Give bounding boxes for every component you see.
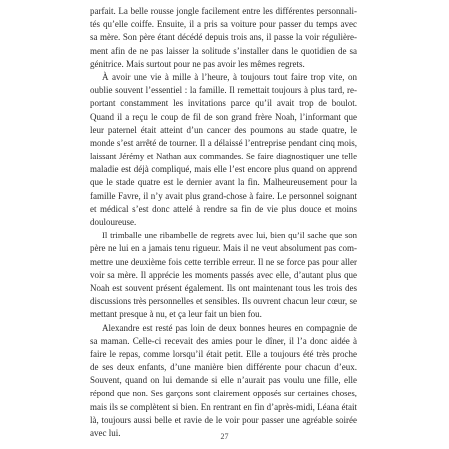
text-line: leur paternel était atteint d’un cancer des poumons au stade quatre, le — [90, 124, 357, 135]
text-line: Il trimballe une ribambelle de regrets avec lui, bien qu’il sache que son — [102, 230, 357, 241]
text-line: génitrice. Mais surtout pour ne pas avoir les mêmes regrets. — [90, 58, 305, 69]
text-line: monde s’est arrêté de tourner. Il a délaissé l’entreprise pendant cinq mois, — [90, 137, 357, 148]
text-line: Noah est souvent présent également. Ils ont maintenant tous les trois des — [90, 282, 357, 293]
text-line: de ses deux enfants, d’une manière bien différente pour chacun d’eux. — [90, 362, 357, 373]
text-line: ment afin de ne pas laisser la solitude s’installer dans le quotidien de sa — [90, 45, 357, 56]
text-line: père ne lui en a jamais tenu rigueur. Mais il ne veut absolument pas com- — [90, 243, 357, 254]
text-line: laissant Jérémy et Nathan aux commandes. Se faire diagnostiquer une telle — [90, 151, 357, 162]
text-line: sa mère. Son père étant décédé depuis trois ans, il passe la voir régulière- — [90, 32, 357, 43]
text-line: mettre une deuxième fois cette terrible erreur. Il ne se force pas pour aller — [90, 256, 357, 267]
text-line: maladie est déjà compliqué, mais elle l’est encore plus quand on apprend — [90, 164, 357, 175]
text-line: Souvent, quand on lui demande si elle n’aurait pas voulu une fille, elle — [90, 375, 357, 386]
text-line: et médical s’est donc attelé à rendre sa fin de vie plus douce et moins — [90, 203, 357, 214]
text-line: sa maman. Celle-ci recevait des amies pour le dîner, il l’a donc aidée à — [90, 335, 357, 346]
text-line: là, toujours aussi belle et ravie de le voir pour passer une agréable soirée — [90, 414, 357, 425]
text-line: que le stade quatre est le dernier avant la fin. Malheureusement pour la — [90, 177, 357, 188]
text-line: portant constamment les invitations parce qu’il avait trop de boulot. — [90, 98, 357, 109]
text-line: voir sa mère. Il apprécie les moments passés avec elle, d’autant plus que — [90, 269, 357, 280]
text-line: douloureuse. — [90, 217, 137, 227]
text-line: mais ils se complètent si bien. En rentrant en fin d’après-midi, Léana était — [90, 401, 357, 412]
text-line: tés qu’elle coiffe. Ensuite, il a pris sa voiture pour passer du temps avec — [90, 19, 357, 30]
text-line: avec lui. — [90, 428, 121, 438]
text-line: répond que non. Ses garçons sont clairement opposés sur certaines choses, — [90, 388, 357, 399]
text-line: famille Favre, il n’y avait plus grand-chose à faire. Le personnel soignant — [90, 190, 357, 201]
text-line: parfait. La belle rousse jongle facilement entre les différentes personnali- — [90, 6, 357, 16]
text-line: Quand il a reçu le coup de fil de son grand frère Noah, l’informant que — [90, 111, 357, 122]
text-line: discussions très personnelles et sensibles. Ils ouvrent chacun leur cœur, se — [90, 296, 357, 307]
text-line: faire le repas, comme lorsqu’il était petit. Elle a toujours été très proche — [90, 348, 357, 359]
body-text — [90, 5, 357, 440]
text-line: Alexandre est resté pas loin de deux bonnes heures en compagnie de — [102, 322, 357, 333]
page-number: 27 — [220, 432, 229, 441]
text-line: mettant presque à nu, et ça leur fait un bien fou. — [90, 309, 262, 320]
text-line: oublie souvent l’essentiel : la famille. Il remettait toujours à plus tard, re- — [90, 85, 357, 96]
text-line: À avoir une vie à mille à l’heure, à toujours tout faire trop vite, on — [102, 71, 357, 82]
